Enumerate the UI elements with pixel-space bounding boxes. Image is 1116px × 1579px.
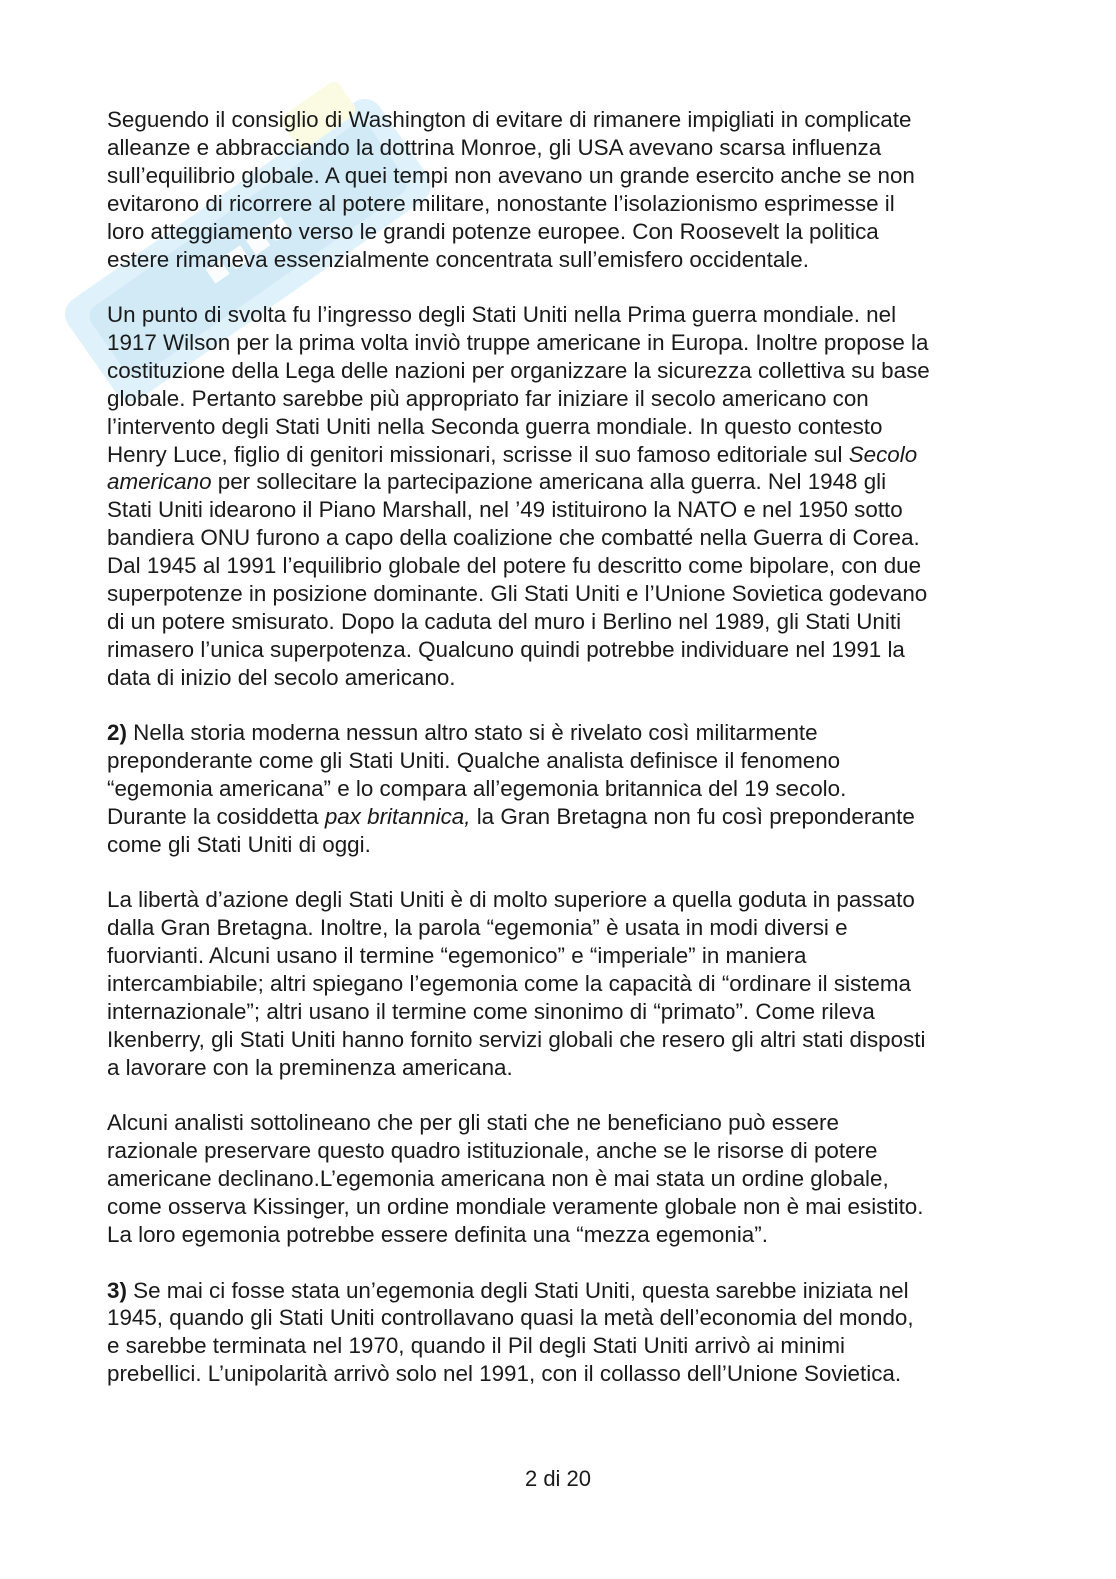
text-line: l’intervento degli Stati Uniti nella Seconda guerra mondiale. In questo contesto xyxy=(107,413,883,439)
svg-text:▪▪▪▪: ▪▪▪▪ xyxy=(183,187,310,309)
text-fragment: la Gran Bretagna non fu così preponderante xyxy=(470,804,915,830)
text-fragment: per sollecitare la partecipazione americana alla guerra. Nel 1948 gli xyxy=(211,469,887,495)
paragraph-2 xyxy=(107,301,1007,692)
text-line: evitarono di ricorrere al potere militare, nonostante l’isolazionismo esprimesse il xyxy=(107,190,895,216)
text-line: internazionale”; altri usano il termine come sinonimo di “primato”. Come rileva xyxy=(107,999,875,1025)
text-line: costituzione della Lega delle nazioni per organizzare la sicurezza collettiva su base xyxy=(107,357,930,383)
paragraph-6 xyxy=(107,1277,1007,1389)
text-line: loro atteggiamento verso le grandi potenze europee. Con Roosevelt la politica xyxy=(107,218,879,244)
italic-title: americano xyxy=(107,469,212,495)
text-line: Alcuni analisti sottolineano che per gli stati che ne beneficiano può essere xyxy=(107,1110,839,1136)
italic-title: Secolo xyxy=(848,441,918,467)
text-line: La libertà d’azione degli Stati Uniti è di molto superiore a quella goduta in passato xyxy=(107,887,915,913)
text-line: 1945, quando gli Stati Uniti controllavano quasi la metà dell’economia del mondo, xyxy=(107,1305,914,1331)
text-line: La loro egemonia potrebbe essere definita una “mezza egemonia”. xyxy=(107,1222,768,1247)
text-line: intercambiabile; altri spiegano l’egemonia come la capacità di “ordinare il sistema xyxy=(107,971,911,997)
text-line: di un potere smisurato. Dopo la caduta del muro i Berlino nel 1989, gli Stati Uniti xyxy=(107,609,902,634)
text-line: e sarebbe terminata nel 1970, quando il Pil degli Stati Uniti arrivò ai minimi xyxy=(107,1333,846,1359)
text-line: Ikenberry, gli Stati Uniti hanno fornito servizi globali che resero gli altri stati disposti xyxy=(107,1026,926,1052)
text-line xyxy=(107,719,1007,747)
text-line: dalla Gran Bretagna. Inoltre, la parola “egemonia” è usata in modi diversi e xyxy=(107,915,848,941)
text-line: Stati Uniti idearono il Piano Marshall, nel ’49 istituirono la NATO e nel 1950 sotto xyxy=(107,497,903,523)
text-line: Dal 1945 al 1991 l’equilibrio globale del potere fu descritto come bipolare, con due xyxy=(107,553,922,579)
text-fragment: Henry Luce, figlio di genitori missionari, scrisse il suo famoso editoriale sul xyxy=(107,441,849,467)
text-line: 1917 Wilson per la prima volta inviò truppe americane in Europa. Inoltre propose la xyxy=(107,329,929,355)
text-line: preponderante come gli Stati Uniti. Qualche analista definisce il fenomeno xyxy=(107,748,841,774)
italic-term: pax britannica, xyxy=(324,804,471,830)
text-line: data di inizio del secolo americano. xyxy=(107,664,456,690)
text-line: fuorvianti. Alcuni usano il termine “egemonico” e “imperiale” in maniera xyxy=(107,943,807,969)
text-line: a lavorare con la preminenza americana. xyxy=(107,1054,513,1080)
page-number: 2 di 20 xyxy=(524,1466,592,1491)
text-fragment: Nella storia moderna nessun altro stato si è rivelato così militarmente xyxy=(126,720,818,746)
text-fragment: Durante la cosiddetta xyxy=(107,804,325,830)
section-marker: 2) xyxy=(107,720,127,746)
text-line: sull’equilibrio globale. A quei tempi non avevano un grande esercito anche se non xyxy=(107,162,915,188)
text-line xyxy=(107,441,1007,469)
text-line: bandiera ONU furono a capo della coalizione che combatté nella Guerra di Corea. xyxy=(107,525,920,551)
section-marker: 3) xyxy=(107,1277,127,1303)
text-line xyxy=(107,803,1007,831)
document-body xyxy=(107,106,1007,1416)
paragraph-3 xyxy=(107,719,1007,859)
text-line: come gli Stati Uniti di oggi. xyxy=(107,831,371,857)
text-line: americane declinano.L’egemonia americana non è mai stata un ordine globale, xyxy=(107,1166,889,1192)
paragraph-5 xyxy=(107,1109,1007,1249)
text-line xyxy=(107,468,1007,496)
text-line: superpotenze in posizione dominante. Gli Stati Uniti e l’Unione Sovietica godevano xyxy=(107,581,928,607)
text-line: “egemonia americana” e lo compara all’egemonia britannica del 19 secolo. xyxy=(107,776,847,802)
text-line: globale. Pertanto sarebbe più appropriato far iniziare il secolo americano con xyxy=(107,385,869,411)
text-fragment: Se mai ci fosse stata un’egemonia degli Stati Uniti, questa sarebbe iniziata nel xyxy=(126,1277,909,1303)
text-line: estere rimaneva essenzialmente concentrata sull’emisfero occidentale. xyxy=(107,246,809,272)
text-line: Seguendo il consiglio di Washington di evitare di rimanere impigliati in complicate xyxy=(107,107,912,132)
text-line: razionale preservare questo quadro istituzionale, anche se le risorse di potere xyxy=(107,1138,878,1164)
paragraph-4 xyxy=(107,886,1007,1081)
text-line: alleanze e abbracciando la dottrina Monroe, gli USA avevano scarsa influenza xyxy=(107,134,882,160)
paragraph-1 xyxy=(107,106,1007,273)
text-line xyxy=(107,1277,1007,1305)
text-line: Un punto di svolta fu l’ingresso degli Stati Uniti nella Prima guerra mondiale. nel xyxy=(107,302,897,328)
text-line: come osserva Kissinger, un ordine mondiale veramente globale non è mai esistito. xyxy=(107,1194,924,1220)
text-line: rimasero l’unica superpotenza. Qualcuno quindi potrebbe individuare nel 1991 la xyxy=(107,636,905,662)
text-line: prebellici. L’unipolarità arrivò solo nel 1991, con il collasso dell’Unione Sovietica. xyxy=(107,1361,902,1387)
